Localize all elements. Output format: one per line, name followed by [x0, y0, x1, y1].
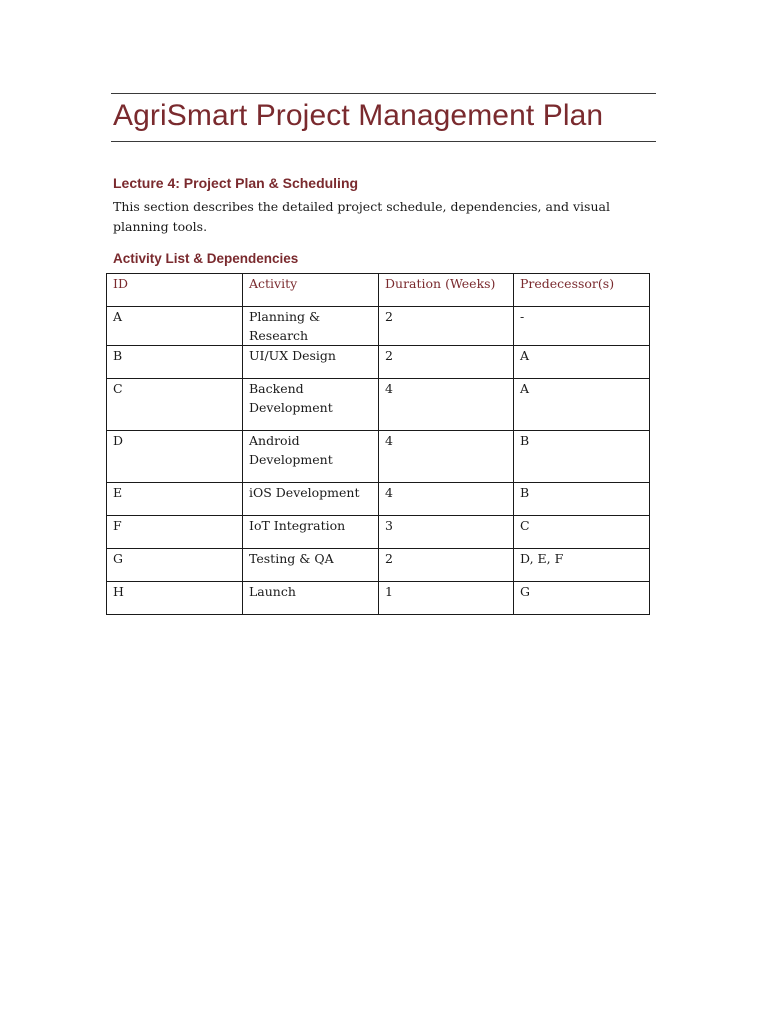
- header-predecessors: Predecessor(s): [514, 274, 650, 307]
- table-row: [107, 516, 650, 549]
- header-id: ID: [107, 274, 243, 307]
- cell-activity: Planning & Research: [243, 307, 379, 346]
- cell-id: D: [107, 431, 243, 483]
- header-activity: Activity: [243, 274, 379, 307]
- title-rule-top: [111, 93, 656, 94]
- header-duration: Duration (Weeks): [379, 274, 514, 307]
- cell-id: B: [107, 346, 243, 379]
- table-row: [107, 346, 650, 379]
- table-row: [107, 582, 650, 615]
- table-row: [107, 549, 650, 582]
- cell-duration: 4: [379, 431, 514, 483]
- table-row: [107, 379, 650, 431]
- table-heading: Activity List & Dependencies: [113, 251, 299, 266]
- cell-activity: iOS Development: [243, 483, 379, 516]
- cell-duration: 4: [379, 379, 514, 431]
- table-row: [107, 307, 650, 346]
- activity-table: [106, 273, 650, 615]
- section-heading: Lecture 4: Project Plan & Scheduling: [113, 175, 359, 191]
- cell-duration: 1: [379, 582, 514, 615]
- cell-duration: 3: [379, 516, 514, 549]
- cell-activity: Android Development: [243, 431, 379, 483]
- cell-activity: Backend Development: [243, 379, 379, 431]
- cell-id: A: [107, 307, 243, 346]
- cell-predecessors: D, E, F: [514, 549, 650, 582]
- cell-id: G: [107, 549, 243, 582]
- document-title: AgriSmart Project Management Plan: [113, 99, 604, 132]
- table-row: [107, 431, 650, 483]
- cell-duration: 2: [379, 346, 514, 379]
- title-rule-bottom: [111, 141, 656, 142]
- cell-id: E: [107, 483, 243, 516]
- table-header-row: [107, 274, 650, 307]
- cell-predecessors: C: [514, 516, 650, 549]
- cell-activity: Launch: [243, 582, 379, 615]
- cell-id: H: [107, 582, 243, 615]
- cell-activity: Testing & QA: [243, 549, 379, 582]
- cell-predecessors: B: [514, 483, 650, 516]
- cell-predecessors: A: [514, 379, 650, 431]
- cell-id: F: [107, 516, 243, 549]
- cell-predecessors: G: [514, 582, 650, 615]
- table-row: [107, 483, 650, 516]
- cell-duration: 2: [379, 549, 514, 582]
- cell-predecessors: -: [514, 307, 650, 346]
- cell-activity: UI/UX Design: [243, 346, 379, 379]
- cell-predecessors: A: [514, 346, 650, 379]
- cell-predecessors: B: [514, 431, 650, 483]
- cell-activity: IoT Integration: [243, 516, 379, 549]
- cell-duration: 2: [379, 307, 514, 346]
- cell-duration: 4: [379, 483, 514, 516]
- cell-id: C: [107, 379, 243, 431]
- intro-paragraph: This section describes the detailed project schedule, dependencies, and visual planning tools.: [113, 199, 610, 234]
